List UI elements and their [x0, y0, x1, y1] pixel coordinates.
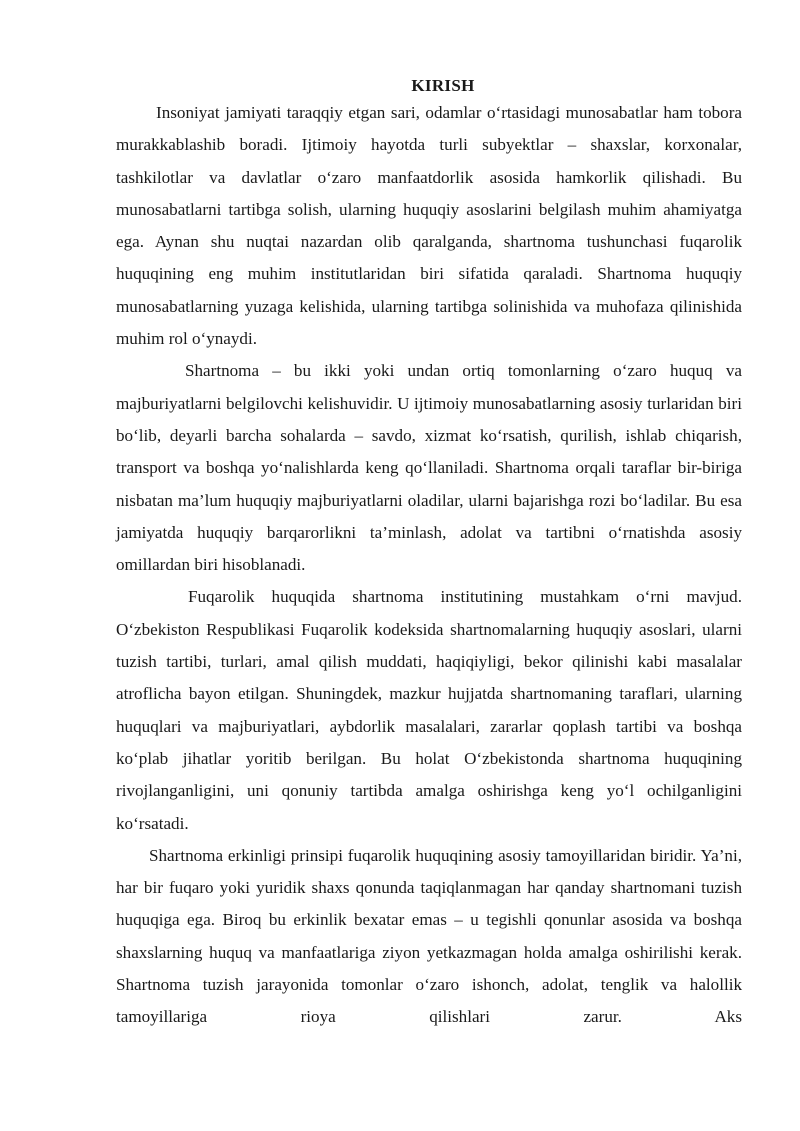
paragraph-4: Shartnoma erkinligi prinsipi fuqarolik huquqining asosiy tamoyillaridan biridir. Ya’ni, har bir fuqaro yoki yuridik shaxs qonunda taqiqlanmagan har qanday shartnomani tuzish huquqiga ega. Biroq bu erkinlik bexatar emas – u tegishli qonunlar asosida va boshqa shaxslarning huquq va manfaatlariga ziyon yetkazmagan holda amalga oshirilishi kerak. Shartnoma tuzish jarayonida tomonlar o‘zaro ishonch, adolat, tenglik va halollik tamoyillariga rioya qilishlari zarur. Aks — [116, 845, 742, 1027]
paragraph-3: Fuqarolik huquqida shartnoma institutining mustahkam o‘rni mavjud. O‘zbekiston Respublikasi Fuqarolik kodeksida shartnomalarning huquqiy asoslari, ularni tuzish tartibi, turlari, amal qilish muddati, haqiqiyligi, bekor qilinishi kabi masalalar atroflicha bayon etilgan. Shuningdek, mazkur hujjatda shartnomaning taraflari, ularning huquqlari va majburiyatlari, aybdorlik masalalari, zararlar qoplash tartibi va boshqa ko‘plab jihatlar yoritib berilgan. Bu holat O‘zbekistonda shartnoma huquqining rivojlanganligini, uni qonuniy tartibda amalga oshirishga keng yo‘l ochilganligini ko‘rsatadi. — [116, 587, 742, 833]
paragraph-1: Insoniyat jamiyati taraqqiy etgan sari, odamlar o‘rtasidagi munosabatlar ham tobora murakkablashib boradi. Ijtimoiy hayotda turli subyektlar – shaxslar, korxonalar, tashkilotlar va davlatlar o‘zaro manfaatdorlik asosida hamkorlik qilishadi. Bu munosabatlarni tartibga solish, ularning huquqiy asoslarini belgilash muhim ahamiyatga ega. Aynan shu nuqtai nazardan olib qaralganda, shartnoma tushunchasi fuqarolik huquqining eng muhim institutlaridan biri sifatida qaraladi. Shartnoma huquqiy munosabatlarning yuzaga kelishida, ularning tartibga solinishida va muhofaza qilinishida muhim rol o‘ynaydi. — [116, 103, 742, 349]
document-page — [116, 72, 742, 1034]
paragraph-2: Shartnoma – bu ikki yoki undan ortiq tomonlarning o‘zaro huquq va majburiyatlarni belgilovchi kelishuvidir. U ijtimoiy munosabatlarning asosiy turlaridan biri bo‘lib, deyarli barcha sohalarda – savdo, xizmat ko‘rsatish, qurilish, ishlab chiqarish, transport va boshqa yo‘nalishlarda keng qo‘llaniladi. Shartnoma orqali taraflar bir-biriga nisbatan ma’lum huquqiy majburiyatlarni oladilar, ularni bajarishga rozi bo‘ladilar. Bu esa jamiyatda huquqiy barqarorlikni ta’minlash, adolat va tartibni o‘rnatishda asosiy omillardan biri hisoblanadi. — [116, 361, 742, 575]
page-title: KIRISH — [411, 76, 475, 95]
